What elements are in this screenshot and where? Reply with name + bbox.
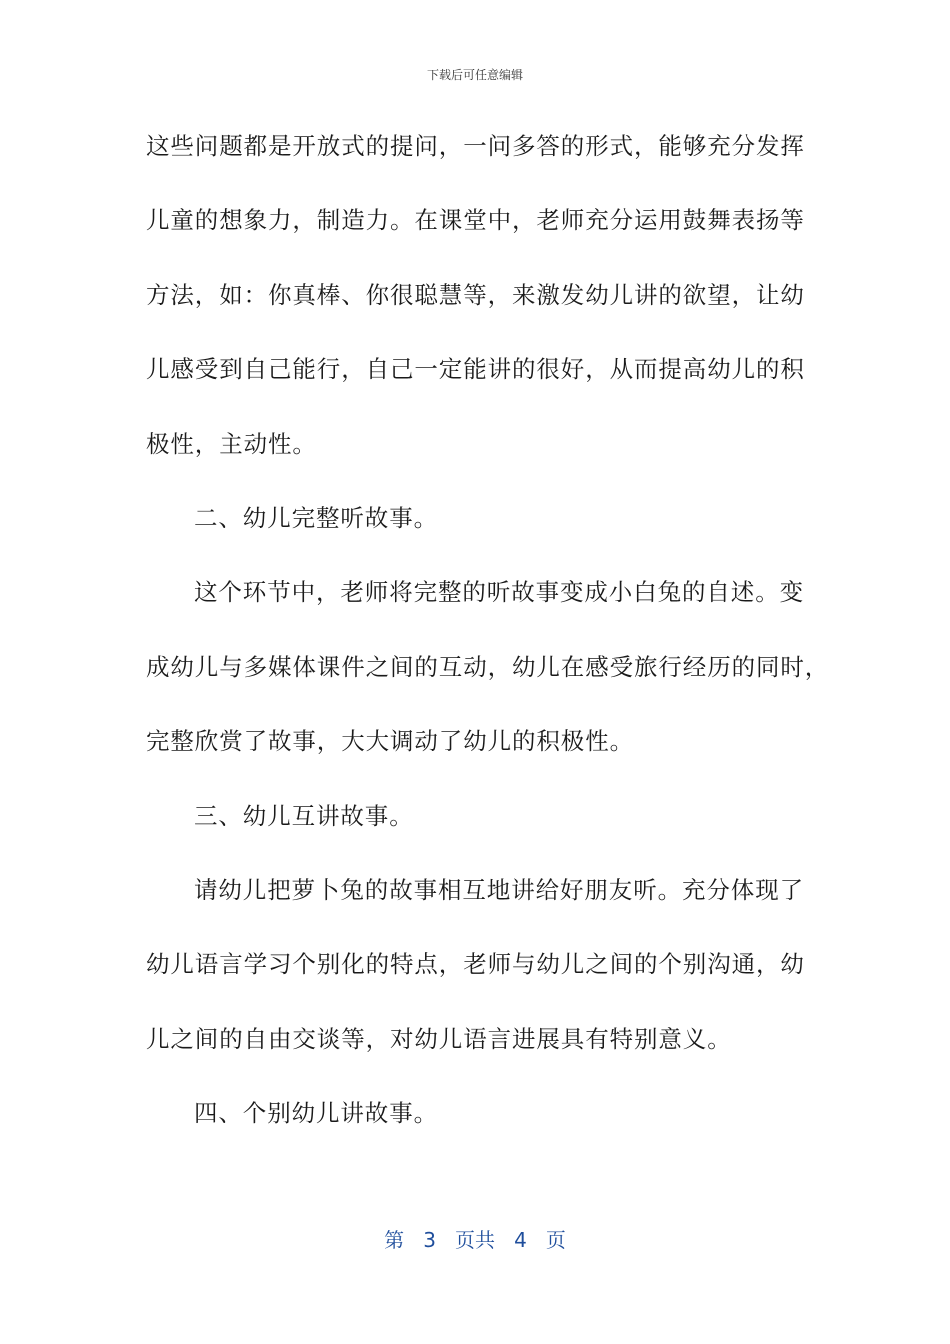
paragraph-line: 这些问题都是开放式的提问，一问多答的形式，能够充分发挥 [146,132,805,160]
paragraph-line: 儿之间的自由交谈等，对幼儿语言进展具有特别意义。 [146,1024,732,1053]
section-heading: 二、幼儿完整听故事。 [194,503,438,532]
header-note: 下载后可任意编辑 [426,68,523,82]
page-footer [0,1224,950,1253]
page-label-prefix: 第 [384,1228,405,1252]
document-body [146,118,830,1159]
paragraph-line: 请幼儿把萝卜兔的故事相互地讲给好朋友听。充分体现了 [194,875,804,904]
current-page-number: 3 [423,1228,436,1252]
page-label-mid: 页共 [455,1228,495,1252]
paragraph-line: 极性，主动性。 [146,429,317,458]
paragraph-line: 这个环节中，老师将完整的听故事变成小白兔的自述。变 [194,578,804,607]
paragraph-line: 方法，如：你真棒、你很聪慧等，来激发幼儿讲的欲望，让幼 [146,280,805,309]
paragraph-line: 幼儿语言学习个别化的特点，老师与幼儿之间的个别沟通，幼 [146,950,805,979]
section-heading: 三、幼儿互讲故事。 [194,801,414,830]
paragraph-line: 儿感受到自己能行，自己一定能讲的很好，从而提高幼儿的积 [146,355,805,384]
total-pages-number: 4 [514,1228,527,1252]
section-heading: 四、个别幼儿讲故事。 [194,1099,438,1128]
page-label-suffix: 页 [545,1228,566,1252]
paragraph-line: 完整欣赏了故事，大大调动了幼儿的积极性。 [146,727,634,756]
paragraph-line: 成幼儿与多媒体课件之间的互动，幼儿在感受旅行经历的同时， [146,652,830,681]
paragraph-line: 儿童的想象力，制造力。在课堂中，老师充分运用鼓舞表扬等 [146,206,805,235]
